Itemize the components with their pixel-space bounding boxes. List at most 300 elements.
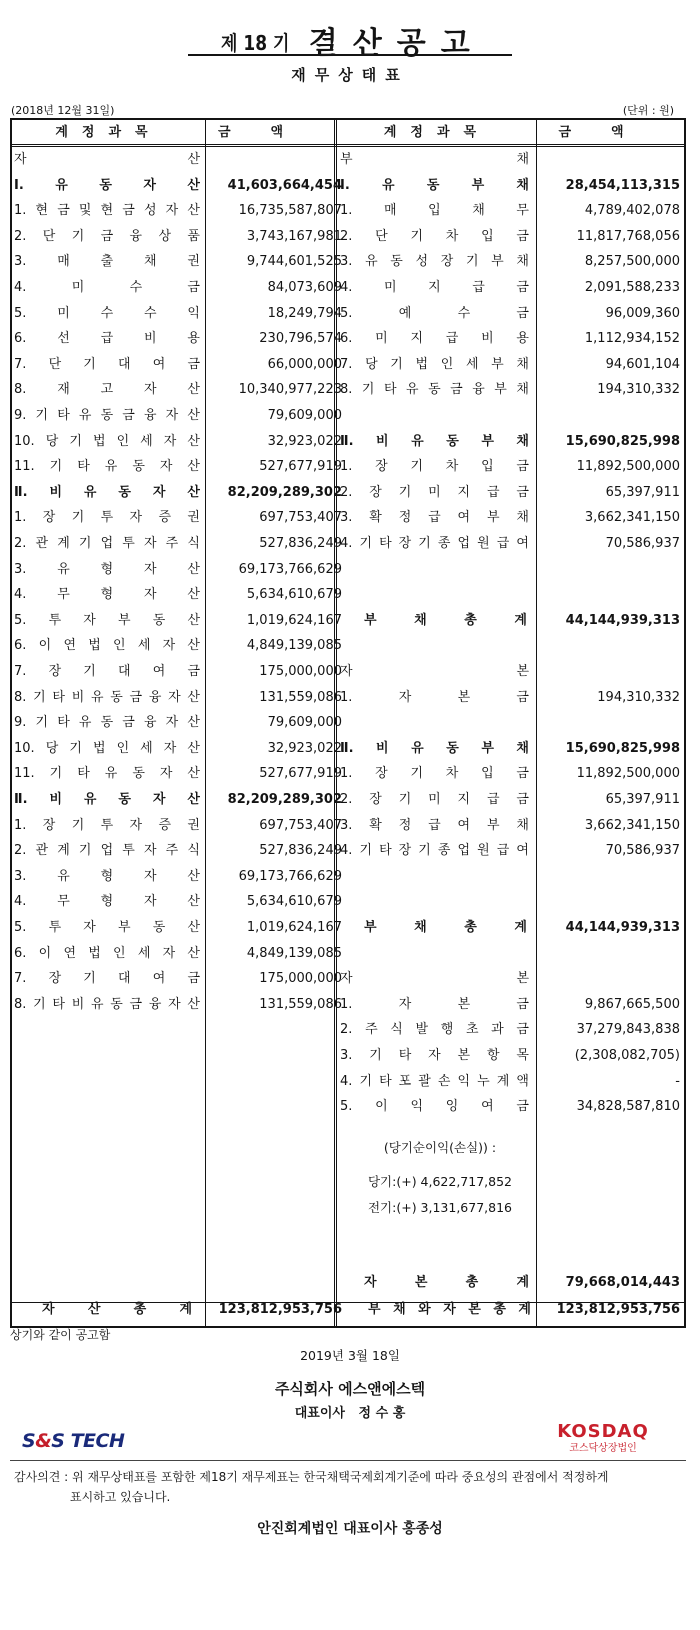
row-label-char: 산 (187, 152, 200, 167)
row-amount: 4,789,402,078 (584, 203, 680, 219)
row-label-char: 잉 (445, 1099, 459, 1115)
row-label (14, 480, 200, 506)
row-label-char: 부 (471, 177, 485, 193)
row-label-char: 부 (491, 254, 504, 270)
row-label-char: 자 (144, 382, 157, 398)
statement-row (14, 454, 342, 480)
row-label-prefix: 1. (340, 459, 353, 475)
row-label-char: 금 (122, 715, 135, 731)
row-label-char: 급 (428, 510, 441, 526)
row-label (14, 198, 200, 224)
header-amount-text: 금액 (558, 125, 664, 140)
row-label-char: 유 (382, 177, 395, 193)
row-label-char: 기 (398, 792, 412, 807)
row-label-prefix: 1. (14, 817, 27, 833)
row-label-char: 장 (42, 817, 56, 833)
row-label-char: 누 (477, 1073, 490, 1089)
row-amount: 2,091,588,233 (584, 280, 680, 295)
row-label-prefix: 5. (14, 920, 27, 935)
row-label-char: 자 (428, 1048, 441, 1063)
row-label (14, 736, 200, 762)
row-label-char: 입 (428, 203, 441, 219)
row-label-char: 동 (446, 740, 459, 756)
row-label (340, 429, 529, 455)
row-label-char: 괄 (418, 1073, 431, 1089)
row-label-char: 타 (77, 459, 90, 475)
statement-row (340, 480, 684, 506)
row-label-char: 여 (516, 536, 529, 551)
row-label-prefix: 10. (14, 740, 35, 756)
row-label (340, 275, 529, 301)
statement-row (14, 352, 342, 378)
row-amount: 15,690,825,998 (565, 740, 680, 756)
row-label (14, 147, 200, 173)
statement-row (340, 685, 684, 711)
sstech-logo (22, 1430, 124, 1452)
row-label-char: 정 (398, 510, 412, 526)
statement-row (340, 352, 684, 378)
statement-row (14, 301, 342, 327)
row-label-char: 부 (494, 382, 507, 398)
row-label-char: 자 (364, 1275, 377, 1290)
row-label-char: 부 (340, 152, 353, 167)
row-label-char: 급 (428, 817, 441, 833)
row-label (14, 659, 200, 685)
row-label-char: 차 (445, 766, 459, 782)
row-label-char: 자 (152, 792, 166, 807)
row-label-char: 단 (48, 356, 62, 372)
row-label-char: 이 (38, 638, 52, 654)
row-label-char: 와 (418, 1302, 431, 1317)
statement-row (14, 633, 342, 659)
row-label-prefix: 1. (340, 689, 353, 705)
row-label-char: 수 (129, 280, 143, 295)
row-label-char: 대 (118, 664, 131, 679)
row-label-char: 계 (516, 1275, 529, 1290)
row-label (340, 147, 529, 173)
row-label-char: 투 (122, 843, 135, 859)
header-amount-right (538, 123, 684, 143)
row-label-char: 자 (340, 664, 353, 679)
row-label-char: 기 (418, 536, 431, 551)
row-label-prefix: 1. (340, 203, 353, 219)
row-label-prefix: 4. (14, 894, 27, 910)
row-label-char: 계 (518, 1302, 531, 1317)
row-label-char: 식 (187, 536, 200, 551)
row-label-char: 상 (158, 228, 172, 244)
row-label-char: 산 (187, 689, 200, 705)
row-label (14, 352, 200, 378)
row-label-char: 유 (83, 484, 97, 500)
row-label-char: 지 (457, 484, 471, 500)
statement-row (340, 429, 684, 455)
row-amount: 194,310,332 (597, 382, 680, 398)
row-label-char: 타 (57, 715, 70, 731)
row-label-char: 여 (457, 817, 471, 833)
row-label-char: 유 (365, 254, 378, 270)
row-label-char: 지 (410, 331, 424, 347)
row-amount: 230,796,574 (259, 331, 342, 347)
row-label (340, 1043, 529, 1069)
row-label-char: 기 (359, 843, 373, 859)
row-label (340, 1069, 529, 1095)
row-label (340, 685, 529, 711)
row-label-char: 자 (143, 177, 156, 193)
row-label-char: 기 (465, 254, 479, 270)
blank-row (340, 710, 684, 736)
row-label-char: 채 (144, 254, 157, 270)
row-label-char: 세 (140, 433, 153, 449)
row-amount: 697,753,407 (259, 817, 342, 833)
net-income-heading: (당기순이익(손실)) : (383, 1140, 497, 1155)
row-label-char: 업 (457, 843, 471, 859)
row-label-char: 주 (165, 843, 179, 859)
row-label-char: 유 (90, 996, 104, 1012)
row-label-char: 유 (411, 433, 424, 449)
statement-row (14, 582, 342, 608)
row-label-char: 재 (57, 382, 70, 398)
row-label (14, 813, 200, 839)
row-amount: 70,586,937 (605, 843, 680, 859)
row-label (14, 275, 200, 301)
row-label-char: 차 (445, 228, 459, 244)
row-label-char: 자 (129, 510, 143, 526)
row-label-char: 권 (187, 254, 200, 270)
announcement-date: 2019년 3월 18일 (300, 1348, 400, 1363)
row-amount: 82,209,289,302 (227, 484, 342, 500)
row-label-char: 선 (57, 331, 70, 347)
row-label-prefix: 7. (14, 664, 27, 679)
row-amount: 70,586,937 (605, 536, 680, 551)
row-label-char: 단 (42, 228, 56, 244)
row-label-char: 타 (379, 843, 392, 859)
row-label-char: 급 (486, 792, 500, 807)
row-label (14, 454, 200, 480)
row-amount: 66,000,000 (267, 356, 342, 372)
row-label-char: 타 (383, 382, 397, 398)
row-label-char: 연 (63, 638, 76, 654)
statement-row (14, 685, 342, 711)
statement-row (14, 659, 342, 685)
statement-row (340, 1043, 684, 1069)
row-label-char: 기 (33, 689, 46, 705)
statement-row (340, 275, 684, 301)
row-label (340, 480, 529, 506)
row-label-prefix: 4. (340, 536, 353, 551)
row-label-char: 산 (187, 792, 200, 807)
row-label-prefix: 7. (14, 356, 27, 372)
row-label-char: 입 (481, 766, 494, 782)
row-label (340, 301, 529, 327)
row-label-char: 투 (48, 920, 62, 935)
row-label-char: 자 (168, 689, 181, 705)
row-label-prefix: Ⅰ. (14, 177, 24, 193)
row-label-char: 본 (516, 971, 529, 987)
row-label-char: 투 (100, 510, 114, 526)
row-label-char: 부 (486, 817, 500, 833)
row-label-char: 부 (118, 920, 131, 935)
row-label-char: 익 (410, 1099, 424, 1115)
row-label-char: 유 (90, 689, 104, 705)
row-label-char: 자 (144, 894, 157, 910)
row-label (340, 813, 529, 839)
row-label-char: 세 (137, 945, 151, 961)
row-label-char: 형 (100, 561, 114, 577)
row-label-char: 기 (410, 459, 424, 475)
statement-row (340, 761, 684, 787)
row-label-char: 채 (516, 382, 529, 398)
row-label (14, 582, 200, 608)
statement-row (340, 454, 684, 480)
row-label-char: 자 (165, 203, 179, 219)
row-label-char: 산 (187, 740, 200, 756)
header-account-text: 계정과목 (55, 125, 162, 140)
row-label-char: 본 (457, 1048, 471, 1063)
row-label-char: 채 (516, 177, 529, 193)
row-label (14, 787, 200, 813)
row-label-char: 금 (516, 766, 529, 782)
row-label-prefix: 7. (14, 971, 27, 987)
row-label (14, 224, 200, 250)
row-label-char: 지 (428, 280, 441, 295)
statement-row (14, 966, 342, 992)
row-label-char: 부 (364, 920, 377, 935)
row-label-char: 식 (390, 1022, 403, 1038)
row-label-char: 자 (159, 766, 173, 782)
row-label-char: 기 (398, 484, 412, 500)
row-label-char: 급 (486, 484, 500, 500)
row-label-prefix: 2. (14, 536, 27, 551)
row-label-char: 종 (437, 843, 451, 859)
statement-subtitle: 재무상태표 (291, 66, 409, 84)
logo-text: S TECH (51, 1430, 125, 1452)
row-label-char: 타 (379, 1073, 392, 1089)
row-label-char: 총 (464, 612, 477, 628)
row-amount: 3,662,341,150 (584, 510, 680, 526)
row-label-char: 총 (464, 920, 477, 935)
row-label (340, 249, 529, 275)
row-label-char: 인 (113, 945, 126, 961)
unit-label: (단위 : 원) (622, 104, 674, 117)
row-label-char: 기 (410, 228, 424, 244)
row-amount: 3,743,167,981 (246, 228, 342, 244)
row-amount: 697,753,407 (259, 510, 342, 526)
statement-row (340, 326, 684, 352)
row-label-prefix: Ⅰ. (340, 177, 350, 193)
row-label-char: 무 (57, 894, 70, 910)
row-label-char: 권 (187, 510, 200, 526)
blank-row (340, 941, 684, 967)
row-label-char: 금 (516, 689, 529, 705)
row-label-char: 출 (100, 254, 114, 270)
row-label-char: 산 (187, 715, 200, 731)
row-label-char: 동 (110, 689, 123, 705)
row-label-char: 장 (369, 484, 382, 500)
statement-row (14, 147, 332, 173)
row-label-char: 법 (88, 638, 101, 654)
statement-row (340, 173, 684, 199)
row-label (14, 557, 200, 583)
row-label-char: 법 (88, 945, 101, 961)
row-label-char: 여 (152, 971, 166, 987)
row-amount: 4,849,139,085 (246, 945, 342, 961)
row-label-char: 산 (187, 203, 200, 219)
row-label-char: 유 (104, 459, 118, 475)
row-label (14, 301, 200, 327)
row-label-char: 용 (516, 331, 529, 347)
blank-row (340, 889, 684, 915)
row-label-char: 계 (57, 843, 70, 859)
row-label-prefix: 6. (340, 331, 353, 347)
row-label-char: 자 (165, 715, 179, 731)
row-label-char: 식 (187, 843, 200, 859)
row-amount: 1,112,934,152 (584, 331, 680, 347)
total-amount: 123,812,953,756 (218, 1302, 342, 1317)
row-label-char: 자 (340, 971, 353, 987)
row-label-prefix: 3. (14, 561, 27, 577)
row-amount: 37,279,843,838 (576, 1022, 680, 1038)
statement-row (14, 557, 342, 583)
statement-row (14, 761, 342, 787)
row-label-prefix: 1. (14, 510, 27, 526)
row-amount: 18,249,794 (267, 305, 342, 321)
row-label-char: 급 (472, 280, 485, 295)
row-label-char: 기 (49, 766, 63, 782)
statement-row (14, 838, 342, 864)
row-label-char: 과 (491, 1022, 504, 1038)
statement-row (14, 813, 342, 839)
row-amount: 65,397,911 (605, 792, 680, 807)
row-label-prefix: 8. (14, 382, 27, 398)
statement-row (340, 838, 684, 864)
row-label-char: 비 (376, 433, 389, 449)
row-label-char: 채 (472, 203, 485, 219)
row-label-prefix: 2. (340, 1022, 353, 1038)
row-label-char: 주 (165, 536, 179, 551)
row-label (14, 173, 200, 199)
row-label (14, 710, 200, 736)
row-label-char: 금 (129, 689, 143, 705)
row-label-char: 장 (440, 254, 454, 270)
row-label-char: 금 (129, 996, 143, 1012)
row-label-prefix: 1. (340, 766, 353, 782)
row-label-char: 동 (100, 408, 114, 423)
row-label-prefix: 11. (14, 766, 35, 782)
statement-row (14, 403, 342, 429)
row-label-char: 기 (83, 664, 96, 679)
blank-row (340, 633, 684, 659)
row-label-char: 수 (457, 305, 471, 321)
statement-row (340, 992, 684, 1018)
title-underline (188, 54, 512, 56)
row-label-char: 유 (78, 715, 92, 731)
statement-row (14, 505, 342, 531)
row-label-char: 확 (369, 817, 382, 833)
statement-row (14, 429, 342, 455)
total-row (340, 1297, 684, 1323)
row-label-char: 자 (144, 561, 157, 577)
row-label-char: 산 (187, 945, 200, 961)
row-label-char: 계 (179, 1302, 192, 1317)
row-label-char: 대 (118, 356, 131, 372)
statement-row (14, 992, 342, 1018)
row-label-char: 관 (35, 843, 49, 859)
statement-row (14, 224, 342, 250)
row-label-char: 여 (481, 1099, 494, 1115)
row-label (14, 377, 200, 403)
row-label (340, 198, 529, 224)
row-label-char: 자 (83, 612, 96, 628)
row-label-char: 초 (465, 1022, 479, 1038)
row-label-char: 현 (35, 203, 49, 219)
row-label-char: 총 (465, 1275, 479, 1290)
row-label-char: 비 (49, 792, 62, 807)
row-label-char: 부 (481, 740, 494, 756)
total-amount: 79,668,014,443 (565, 1275, 680, 1290)
row-label (340, 173, 529, 199)
row-label-char: 본 (457, 996, 471, 1012)
row-label-char: 금 (516, 305, 529, 321)
row-label-char: 기 (35, 715, 49, 731)
row-label-char: 자 (14, 152, 27, 167)
row-label-char: 고 (100, 382, 114, 398)
row-amount: 32,923,022 (267, 433, 342, 449)
row-label-char: 장 (48, 971, 62, 987)
row-label-char: 금 (187, 280, 200, 295)
row-label-char: 입 (481, 459, 494, 475)
row-label-char: 유 (57, 868, 70, 884)
row-label-char: 타 (77, 766, 90, 782)
row-label-char: 기 (359, 1073, 373, 1089)
row-label-char: 현 (100, 203, 114, 219)
row-label-char: 산 (187, 868, 200, 884)
row-label (14, 429, 200, 455)
row-label-char: 기 (83, 971, 96, 987)
row-label (14, 505, 200, 531)
row-label-char: 동 (118, 792, 131, 807)
statement-row (14, 710, 342, 736)
row-label-char: 금 (122, 203, 135, 219)
auditor-signature: 안진회계법인 대표이사 홍종성 (257, 1521, 443, 1537)
statement-row (14, 275, 342, 301)
row-label-char: 자 (143, 843, 157, 859)
row-label-char: 자 (168, 996, 181, 1012)
row-label-char: 유 (104, 766, 118, 782)
kosdaq-subtitle: 코스닥상장법인 (569, 1443, 637, 1454)
row-label-prefix: 10. (14, 433, 35, 449)
row-label-prefix: 9. (14, 408, 27, 423)
statement-row (340, 787, 684, 813)
row-label (340, 1094, 529, 1120)
row-label-char: 동 (428, 382, 441, 398)
row-label-char: 세 (137, 638, 151, 654)
row-label-char: 대 (118, 971, 131, 987)
statement-row (340, 966, 684, 992)
row-label-char: 융 (143, 715, 157, 731)
row-label-char: 타 (379, 536, 392, 551)
statement-row (14, 480, 342, 506)
net-income-prior: 전기:(+) 3,131,677,816 (367, 1200, 512, 1215)
row-label-char: 금 (187, 971, 200, 987)
row-label-prefix: 4. (340, 1073, 353, 1089)
row-label-char: 자 (162, 945, 176, 961)
row-label-char: 포 (398, 1073, 412, 1089)
row-label-char: 종 (437, 536, 451, 551)
row-label (14, 915, 200, 941)
row-label-char: 기 (49, 459, 63, 475)
row-label-char: 매 (383, 203, 397, 219)
row-label-char: 총 (133, 1302, 147, 1317)
